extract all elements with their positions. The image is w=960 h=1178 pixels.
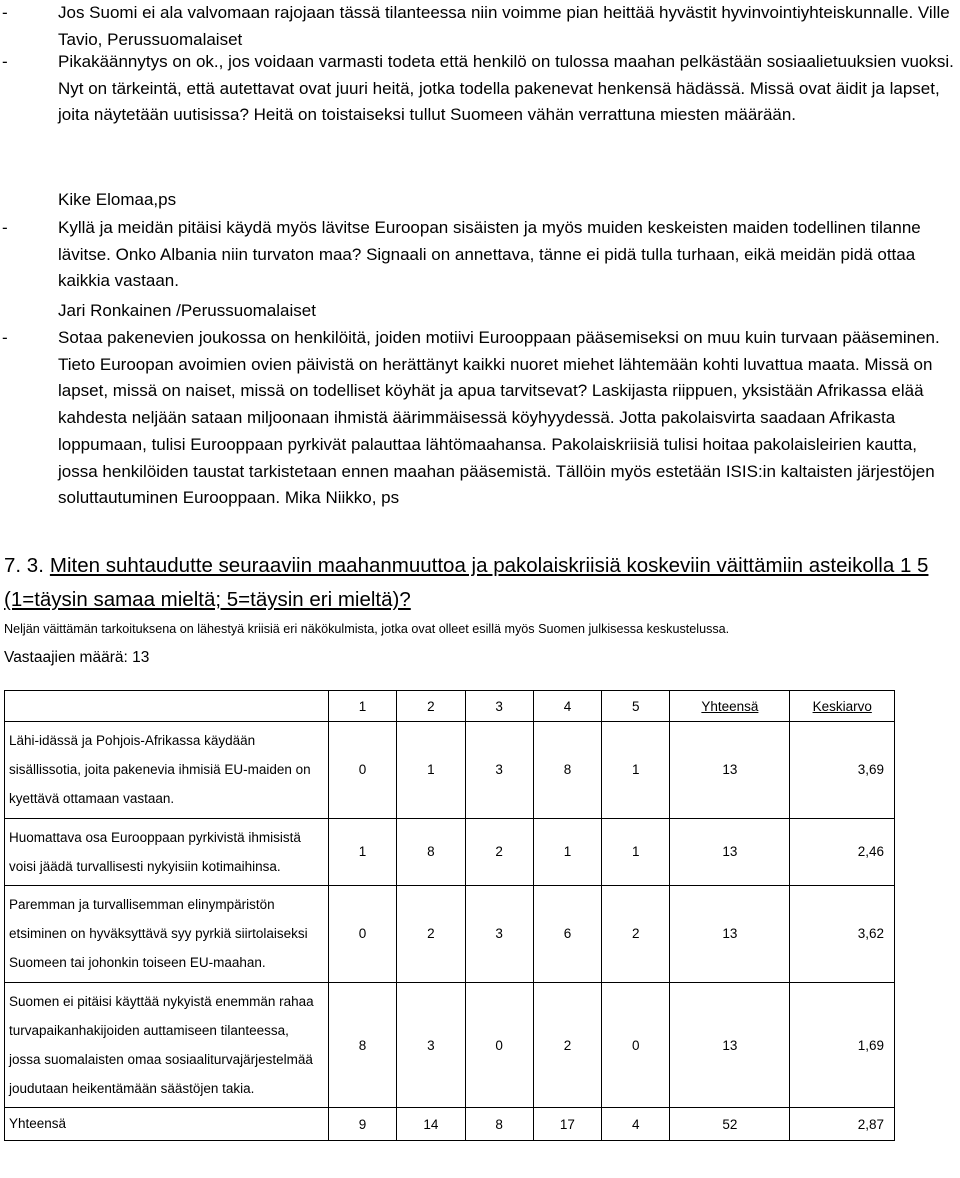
paragraph-text: Kyllä ja meidän pitäisi käydä myös lävitse Euroopan sisäisten ja myös muiden keskeisten maiden todellinen tilanne lävitse. Onko Albania niin turvaton maa? Signaali on annettava, tänne ei pidä tulla turhaan, eikä meidän pidä ottaa kaikkia vastaan. [58, 218, 921, 291]
count-cell: 0 [328, 886, 396, 983]
count-cell: 1 [328, 818, 396, 885]
sum-count-cell: 9 [328, 1108, 396, 1141]
count-cell: 2 [602, 886, 670, 983]
sum-count-cell: 17 [533, 1108, 601, 1141]
total-cell: 13 [670, 722, 790, 819]
count-cell: 0 [465, 982, 533, 1108]
total-cell: 13 [670, 886, 790, 983]
header-total: Yhteensä [670, 691, 790, 722]
count-cell: 2 [465, 818, 533, 885]
count-cell: 1 [533, 818, 601, 885]
count-cell: 1 [602, 818, 670, 885]
author-line: Kike Elomaa,ps [58, 190, 177, 209]
sum-count-cell: 4 [602, 1108, 670, 1141]
header-scale-2: 2 [397, 691, 465, 722]
count-cell: 8 [397, 818, 465, 885]
paragraph-text: Sotaa pakenevien joukossa on henkilöitä, joiden motiivi Eurooppaan pääsemiseksi on muu kuin turvaan pääseminen. Tieto Euroopan avoimien ovien päivistä on herättänyt kaikki nuoret miehet lähtemään kohti luvattua maata. Missä on lapset, missä on naiset, missä on todelliset köyhät ja apua tarvitsevat? Laskijasta riippuen, yksistään Afrikassa elää kahdesta neljään sataan miljoonaan ihmistä äärimmäisessä köyhyydessä. Jotta pakolaisvirta saadaan Afrikasta loppumaan, tulisi Eurooppaan pyrkivät palauttaa lähtömaahansa. Pakolaiskriisiä tulisi hoitaa pakolaisleirien kautta, jossa henkilöiden taustat tarkistetaan ennen maahan pääsemistä. Tällöin myös estetään ISIS:in kaltaisten järjestöjen soluttautuminen Eurooppaan. Mika Niikko, ps [58, 328, 940, 508]
table-header-row [5, 691, 895, 722]
question-heading [4, 549, 960, 617]
count-cell: 1 [397, 722, 465, 819]
quote-paragraph [0, 325, 960, 512]
author-line: Jari Ronkainen /Perussuomalaiset [58, 301, 316, 320]
count-cell: 2 [397, 886, 465, 983]
header-scale-4: 4 [533, 691, 601, 722]
count-cell: 6 [533, 886, 601, 983]
bullet-dash: - [2, 3, 8, 22]
header-scale-3: 3 [465, 691, 533, 722]
quote-paragraph [0, 215, 960, 295]
total-cell: 13 [670, 982, 790, 1108]
header-statement [5, 691, 329, 722]
average-cell: 1,69 [790, 982, 895, 1108]
quote-paragraph [0, 49, 960, 129]
sum-count-cell: 8 [465, 1108, 533, 1141]
count-cell: 3 [465, 722, 533, 819]
total-cell: 13 [670, 818, 790, 885]
header-scale-5: 5 [602, 691, 670, 722]
count-cell: 0 [602, 982, 670, 1108]
table-row [5, 982, 895, 1108]
average-cell: 3,62 [790, 886, 895, 983]
question-number: 7. 3. [4, 554, 44, 577]
sum-label-cell: Yhteensä [5, 1108, 329, 1141]
statement-cell: Paremman ja turvallisemman elinympäristön etsiminen on hyväksyttävä syy pyrkiä siirtolaiseksi Suomeen tai johonkin toiseen EU-maahan. [5, 886, 329, 983]
bullet-dash: - [2, 328, 8, 347]
average-cell: 2,46 [790, 818, 895, 885]
bullet-dash: - [2, 52, 8, 71]
statement-cell: Lähi-idässä ja Pohjois-Afrikassa käydään sisällissotia, joita pakenevia ihmisiä EU-maiden on kyettävä ottamaan vastaan. [5, 722, 329, 819]
survey-results-table [4, 690, 895, 1141]
count-cell: 3 [397, 982, 465, 1108]
header-average: Keskiarvo [790, 691, 895, 722]
count-cell: 0 [328, 722, 396, 819]
sum-count-cell: 14 [397, 1108, 465, 1141]
quote-paragraph [0, 0, 960, 53]
table-row [5, 722, 895, 819]
sum-total-cell: 52 [670, 1108, 790, 1141]
table-row [5, 818, 895, 885]
paragraph-text: Jos Suomi ei ala valvomaan rajojaan tässä tilanteessa niin voimme pian heittää hyvästit hyvinvointiyhteiskunnalle. Ville Tavio, Perussuomalaiset [58, 3, 950, 49]
header-scale-1: 1 [328, 691, 396, 722]
respondent-count: Vastaajien määrä: 13 [4, 649, 150, 666]
table-row [5, 886, 895, 983]
statement-cell: Suomen ei pitäisi käyttää nykyistä enemmän rahaa turvapaikanhakijoiden auttamiseen tilanteessa, jossa suomalaisten omaa sosiaaliturvajärjestelmää joudutaan heikentämään säästöjen takia. [5, 982, 329, 1108]
question-subtitle: Neljän väittämän tarkoituksena on lähestyä kriisiä eri näkökulmista, jotka ovat olleet esillä myös Suomen julkisessa keskustelussa. [4, 622, 730, 636]
paragraph-text: Pikakäännytys on ok., jos voidaan varmasti todeta että henkilö on tulossa maahan pelkästään sosiaalietuuksien vuoksi. Nyt on tärkeintä, että autettavat ovat juuri heitä, jotka todella pakenevat henkensä hädässä. Missä ovat äidit ja lapset, joita näytetään uutisissa? Heitä on toistaiseksi tullut Suomeen vähän verrattuna miesten määrään. [58, 52, 954, 125]
sum-average-cell: 2,87 [790, 1108, 895, 1141]
count-cell: 8 [533, 722, 601, 819]
bullet-dash: - [2, 218, 8, 237]
count-cell: 8 [328, 982, 396, 1108]
count-cell: 3 [465, 886, 533, 983]
count-cell: 1 [602, 722, 670, 819]
question-text: Miten suhtaudutte seuraaviin maahanmuuttoa ja pakolaiskriisiä koskeviin väittämiin asteikolla 1 5 (1=täysin samaa mieltä; 5=täysin eri mieltä)? [4, 554, 929, 611]
table-sum-row [5, 1108, 895, 1141]
average-cell: 3,69 [790, 722, 895, 819]
count-cell: 2 [533, 982, 601, 1108]
statement-cell: Huomattava osa Eurooppaan pyrkivistä ihmisistä voisi jäädä turvallisesti nykyisiin kotimaihinsa. [5, 818, 329, 885]
